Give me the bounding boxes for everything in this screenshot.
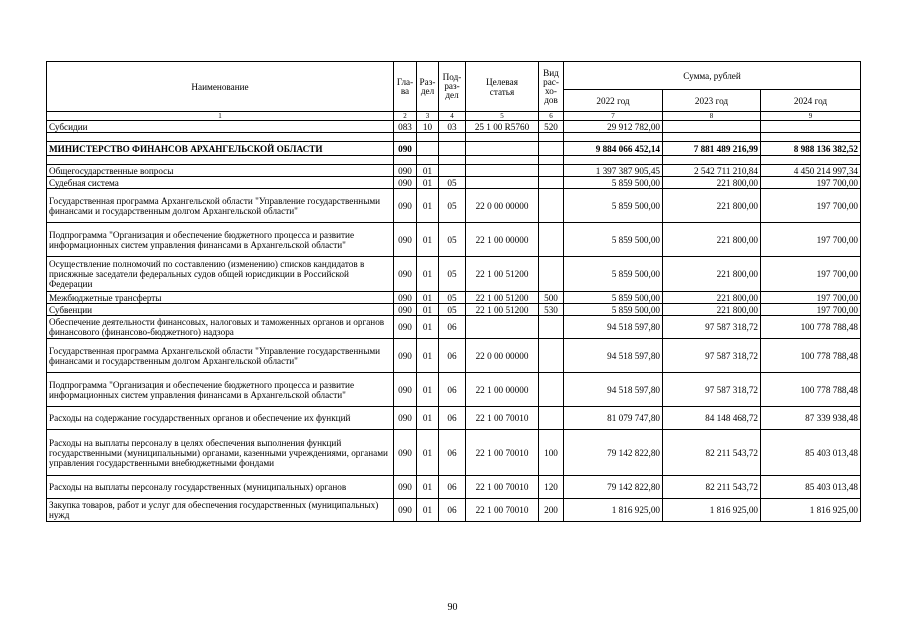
row-subsection: 06 (439, 476, 466, 499)
row-sum-2024: 197 700,00 (761, 304, 861, 316)
column-number: 1 (47, 112, 394, 121)
header-subsection: Под- раз- дел (439, 62, 466, 112)
row-sum-2023: 221 800,00 (663, 257, 761, 292)
row-sum-2024: 197 700,00 (761, 177, 861, 189)
row-name: МИНИСТЕРСТВО ФИНАНСОВ АРХАНГЕЛЬСКОЙ ОБЛАСТИ (47, 142, 394, 156)
row-sum-2024: 100 778 788,48 (761, 339, 861, 373)
header-section: Раз- дел (417, 62, 439, 112)
row-subsection: 03 (439, 121, 466, 133)
row-sum-2022: 5 859 500,00 (564, 304, 663, 316)
row-sum-2022: 79 142 822,80 (564, 476, 663, 499)
row-name: Подпрограмма "Организация и обеспечение бюджетного процесса и развитие информационных систем управления финансами в Архангельской области" (47, 373, 394, 407)
row-subsection: 06 (439, 373, 466, 407)
table-row (47, 476, 861, 499)
row-sum-2022: 9 884 066 452,14 (564, 142, 663, 156)
row-sum-2022: 5 859 500,00 (564, 292, 663, 304)
row-expense-type (539, 316, 564, 339)
column-number: 6 (539, 112, 564, 121)
row-subsection (439, 142, 466, 156)
row-sum-2023: 97 587 318,72 (663, 373, 761, 407)
row-target (466, 177, 539, 189)
table-row (47, 430, 861, 476)
row-expense-type: 120 (539, 476, 564, 499)
row-sum-2024: 85 403 013,48 (761, 476, 861, 499)
row-expense-type (539, 142, 564, 156)
row-name: Закупка товаров, работ и услуг для обеспечения государственных (муниципальных) нужд (47, 499, 394, 522)
row-expense-type (539, 189, 564, 223)
row-section: 10 (417, 121, 439, 133)
row-expense-type (539, 339, 564, 373)
row-chapter: 090 (394, 304, 417, 316)
row-sum-2024: 4 450 214 997,34 (761, 165, 861, 177)
row-sum-2024: 100 778 788,48 (761, 316, 861, 339)
row-target: 22 1 00 00000 (466, 223, 539, 257)
row-chapter: 090 (394, 165, 417, 177)
row-chapter: 090 (394, 499, 417, 522)
row-section: 01 (417, 316, 439, 339)
row-sum-2022: 29 912 782,00 (564, 121, 663, 133)
row-sum-2023: 1 816 925,00 (663, 499, 761, 522)
row-name: Расходы на выплаты персоналу в целях обеспечения выполнения функций государственными (муниципальными) органами, казенными учреждениями, органами управления государственными внебюджетными фондами (47, 430, 394, 476)
row-target: 22 1 00 70010 (466, 499, 539, 522)
row-section: 01 (417, 165, 439, 177)
row-target: 22 1 00 70010 (466, 430, 539, 476)
row-sum-2023: 84 148 468,72 (663, 407, 761, 430)
spacer-row (47, 156, 861, 165)
row-chapter: 090 (394, 223, 417, 257)
header-chapter: Гла- ва (394, 62, 417, 112)
table-row (47, 292, 861, 304)
row-sum-2022: 5 859 500,00 (564, 177, 663, 189)
row-subsection: 05 (439, 223, 466, 257)
row-sum-2023: 82 211 543,72 (663, 476, 761, 499)
row-sum-2024: 1 816 925,00 (761, 499, 861, 522)
row-subsection (439, 165, 466, 177)
row-subsection: 05 (439, 304, 466, 316)
row-sum-2024 (761, 121, 861, 133)
table-row (47, 223, 861, 257)
header-expense-type: Вид рас- хо- дов (539, 62, 564, 112)
row-sum-2024: 100 778 788,48 (761, 373, 861, 407)
row-section: 01 (417, 223, 439, 257)
row-name: Межбюджетные трансферты (47, 292, 394, 304)
row-sum-2022: 94 518 597,80 (564, 339, 663, 373)
row-target (466, 165, 539, 177)
page-number: 90 (447, 602, 458, 613)
row-chapter: 090 (394, 177, 417, 189)
row-name: Обеспечение деятельности финансовых, налоговых и таможенных органов и органов финансового (финансово-бюджетного) надзора (47, 316, 394, 339)
header-target-article: Целевая статья (466, 62, 539, 112)
row-subsection: 06 (439, 339, 466, 373)
row-section: 01 (417, 430, 439, 476)
table-row (47, 304, 861, 316)
header-sum: Сумма, рублей (564, 62, 861, 90)
row-section: 01 (417, 189, 439, 223)
row-sum-2022: 1 397 387 905,45 (564, 165, 663, 177)
row-section: 01 (417, 304, 439, 316)
table-row (47, 177, 861, 189)
row-subsection: 05 (439, 292, 466, 304)
column-number: 8 (663, 112, 761, 121)
row-sum-2024: 197 700,00 (761, 223, 861, 257)
row-section (417, 142, 439, 156)
row-sum-2024: 197 700,00 (761, 189, 861, 223)
row-name: Государственная программа Архангельской области "Управление государственными финансами и государственным долгом Архангельской области" (47, 339, 394, 373)
row-chapter: 090 (394, 373, 417, 407)
row-name: Расходы на содержание государственных органов и обеспечение их функций (47, 407, 394, 430)
table-row (47, 257, 861, 292)
row-chapter: 090 (394, 257, 417, 292)
row-expense-type (539, 223, 564, 257)
row-section: 01 (417, 177, 439, 189)
row-name: Судебная система (47, 177, 394, 189)
table-row (47, 121, 861, 133)
row-target: 22 1 00 51200 (466, 292, 539, 304)
row-sum-2024: 197 700,00 (761, 257, 861, 292)
row-chapter: 090 (394, 189, 417, 223)
column-number: 9 (761, 112, 861, 121)
row-sum-2023: 82 211 543,72 (663, 430, 761, 476)
row-expense-type (539, 165, 564, 177)
row-subsection: 05 (439, 177, 466, 189)
table-row (47, 142, 861, 156)
row-sum-2023: 97 587 318,72 (663, 316, 761, 339)
row-name: Расходы на выплаты персоналу государственных (муниципальных) органов (47, 476, 394, 499)
row-sum-2023: 221 800,00 (663, 189, 761, 223)
row-subsection: 06 (439, 430, 466, 476)
row-section: 01 (417, 373, 439, 407)
row-section: 01 (417, 476, 439, 499)
row-chapter: 090 (394, 476, 417, 499)
table-row (47, 407, 861, 430)
row-sum-2022: 5 859 500,00 (564, 189, 663, 223)
row-chapter: 090 (394, 292, 417, 304)
row-target: 22 0 00 00000 (466, 189, 539, 223)
table-row (47, 499, 861, 522)
table-row (47, 316, 861, 339)
column-number: 2 (394, 112, 417, 121)
row-target: 22 1 00 51200 (466, 257, 539, 292)
row-sum-2022: 5 859 500,00 (564, 257, 663, 292)
header-name: Наименование (47, 62, 394, 112)
table-row (47, 339, 861, 373)
row-sum-2024: 85 403 013,48 (761, 430, 861, 476)
row-section: 01 (417, 257, 439, 292)
column-number: 4 (439, 112, 466, 121)
row-name: Государственная программа Архангельской области "Управление государственными финансами и государственным долгом Архангельской области" (47, 189, 394, 223)
column-number: 5 (466, 112, 539, 121)
row-target: 22 1 00 70010 (466, 407, 539, 430)
row-chapter: 083 (394, 121, 417, 133)
row-sum-2023: 221 800,00 (663, 223, 761, 257)
row-target: 22 0 00 00000 (466, 339, 539, 373)
row-target: 22 1 00 51200 (466, 304, 539, 316)
row-expense-type: 530 (539, 304, 564, 316)
row-expense-type (539, 257, 564, 292)
row-expense-type: 500 (539, 292, 564, 304)
row-target: 25 1 00 R5760 (466, 121, 539, 133)
row-sum-2024: 8 988 136 382,52 (761, 142, 861, 156)
row-target: 22 1 00 70010 (466, 476, 539, 499)
row-name: Общегосударственные вопросы (47, 165, 394, 177)
row-sum-2023: 2 542 711 210,84 (663, 165, 761, 177)
header-year-2023: 2023 год (663, 90, 761, 112)
row-chapter: 090 (394, 339, 417, 373)
row-subsection: 05 (439, 257, 466, 292)
row-section: 01 (417, 499, 439, 522)
row-name: Субвенции (47, 304, 394, 316)
column-number-row (47, 112, 861, 121)
row-expense-type (539, 373, 564, 407)
row-chapter: 090 (394, 142, 417, 156)
row-expense-type: 100 (539, 430, 564, 476)
row-chapter: 090 (394, 430, 417, 476)
row-section: 01 (417, 339, 439, 373)
row-sum-2023: 97 587 318,72 (663, 339, 761, 373)
row-target: 22 1 00 00000 (466, 373, 539, 407)
row-expense-type (539, 407, 564, 430)
row-section: 01 (417, 292, 439, 304)
row-sum-2022: 94 518 597,80 (564, 316, 663, 339)
row-sum-2022: 5 859 500,00 (564, 223, 663, 257)
row-subsection: 05 (439, 189, 466, 223)
row-name: Подпрограмма "Организация и обеспечение бюджетного процесса и развитие информационных систем управления финансами в Архангельской области" (47, 223, 394, 257)
table-row (47, 189, 861, 223)
row-sum-2024: 197 700,00 (761, 292, 861, 304)
table-row (47, 373, 861, 407)
row-expense-type: 200 (539, 499, 564, 522)
row-target (466, 142, 539, 156)
row-subsection: 06 (439, 316, 466, 339)
row-expense-type: 520 (539, 121, 564, 133)
row-sum-2022: 81 079 747,80 (564, 407, 663, 430)
row-section: 01 (417, 407, 439, 430)
row-expense-type (539, 177, 564, 189)
row-sum-2024: 87 339 938,48 (761, 407, 861, 430)
row-name: Субсидии (47, 121, 394, 133)
row-sum-2022: 94 518 597,80 (564, 373, 663, 407)
table-row (47, 165, 861, 177)
row-sum-2022: 79 142 822,80 (564, 430, 663, 476)
row-chapter: 090 (394, 407, 417, 430)
row-subsection: 06 (439, 499, 466, 522)
row-sum-2022: 1 816 925,00 (564, 499, 663, 522)
row-sum-2023: 221 800,00 (663, 177, 761, 189)
row-sum-2023: 7 881 489 216,99 (663, 142, 761, 156)
budget-table (46, 61, 861, 522)
row-chapter: 090 (394, 316, 417, 339)
row-name: Осуществление полномочий по составлению (изменению) списков кандидатов в присяжные заседатели федеральных судов общей юрисдикции в Российской Федерации (47, 257, 394, 292)
header-year-2022: 2022 год (564, 90, 663, 112)
row-sum-2023: 221 800,00 (663, 304, 761, 316)
row-target (466, 316, 539, 339)
column-number: 7 (564, 112, 663, 121)
row-sum-2023: 221 800,00 (663, 292, 761, 304)
row-subsection: 06 (439, 407, 466, 430)
header-year-2024: 2024 год (761, 90, 861, 112)
column-number: 3 (417, 112, 439, 121)
row-sum-2023 (663, 121, 761, 133)
spacer-row (47, 133, 861, 142)
